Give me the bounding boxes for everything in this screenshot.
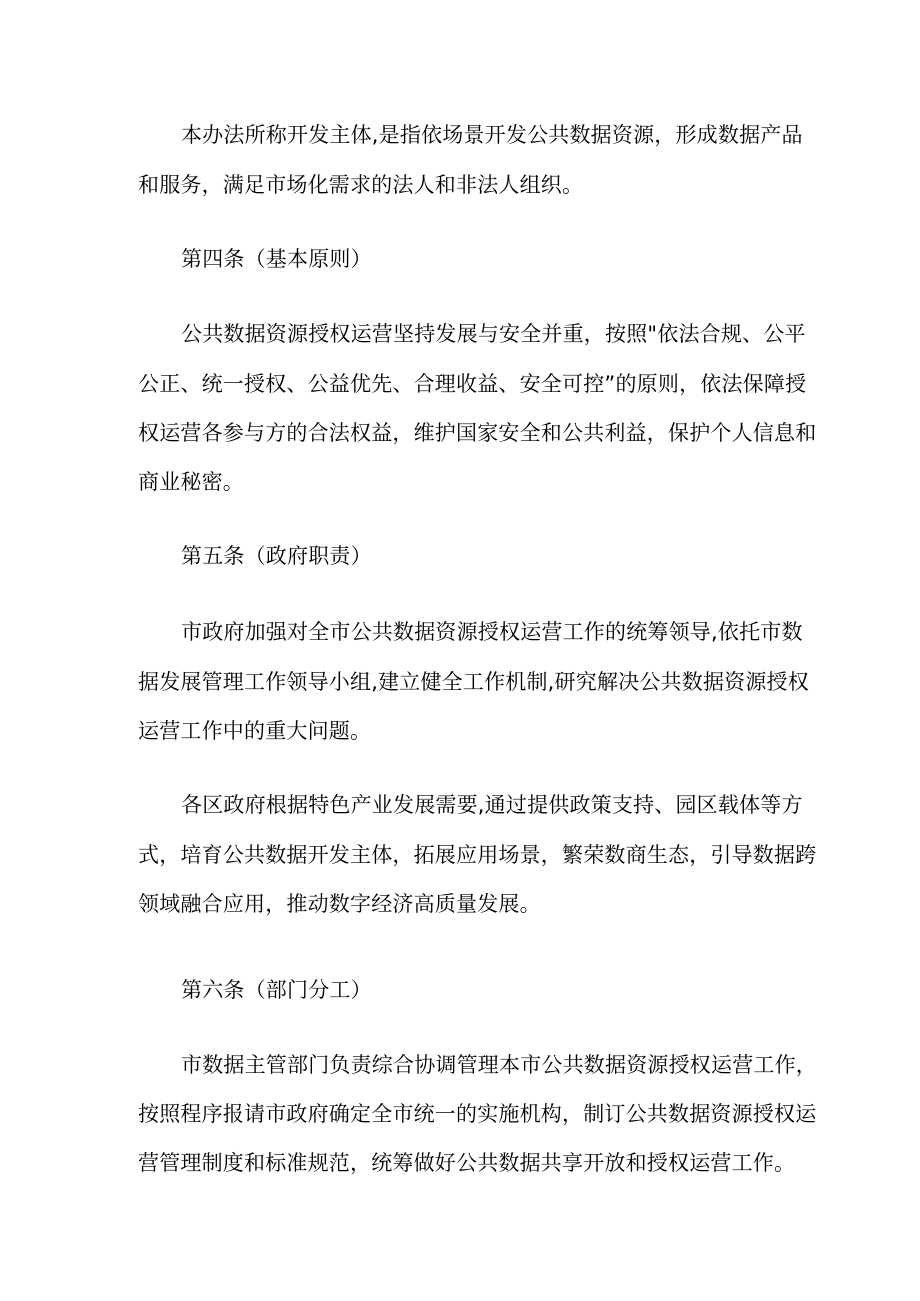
paragraph-line: 领域融合应用，推动数字经济高质量发展。 [138, 892, 541, 916]
section-heading: 第五条（政府职责） [181, 544, 372, 568]
paragraph-line: 各区政府根据特色产业发展需要,通过提供政策支持、园区载体等方 [181, 793, 803, 817]
paragraph-line: 据发展管理工作领导小组,建立健全工作机制,研究解决公共数据资源授权 [138, 670, 809, 694]
paragraph-line: 公正、统一授权、公益优先、合理收益、安全可控”的原则，依法保障授 [138, 372, 807, 396]
paragraph-line: 本办法所称开发主体,是指依场景开发公共数据资源，形成数据产品 [181, 123, 803, 147]
paragraph-line: 市政府加强对全市公共数据资源授权运营工作的统筹领导,依托市数 [181, 620, 803, 644]
section-heading: 第六条（部门分工） [181, 978, 372, 1002]
paragraph-line: 商业秘密。 [138, 470, 244, 494]
paragraph-line: 权运营各参与方的合法权益，维护国家安全和公共利益，保护个人信息和 [138, 421, 817, 445]
paragraph-line: 营管理制度和标准规范，统筹做好公共数据共享开放和授权运营工作。 [138, 1151, 796, 1175]
paragraph-line: 公共数据资源授权运营坚持发展与安全并重，按照"依法合规、公平 [181, 322, 806, 346]
section-heading: 第四条（基本原则） [181, 247, 372, 271]
paragraph-line: 市数据主管部门负责综合协调管理本市公共数据资源授权运营工作， [181, 1053, 817, 1077]
paragraph-line: 和服务，满足市场化需求的法人和非法人组织。 [138, 173, 584, 197]
paragraph-line: 式，培育公共数据开发主体，拓展应用场景，繁荣数商生态，引导数据跨 [138, 843, 817, 867]
paragraph-line: 运营工作中的重大问题。 [138, 719, 372, 743]
paragraph-line: 按照程序报请市政府确定全市统一的实施机构，制订公共数据资源授权运 [138, 1102, 817, 1126]
